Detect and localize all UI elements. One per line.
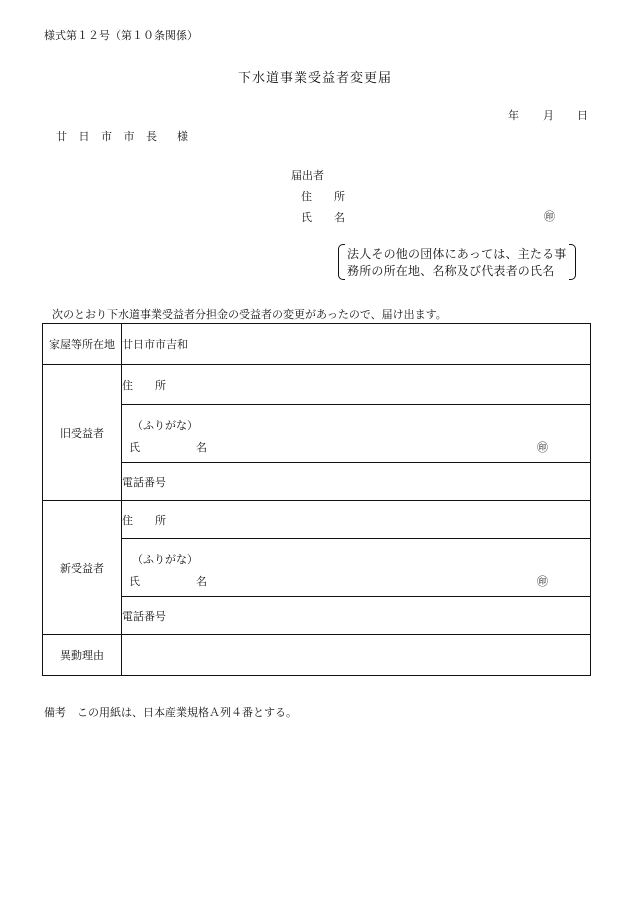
reason-field[interactable] — [122, 635, 591, 676]
new-phone-field[interactable] — [122, 597, 591, 635]
new-beneficiary-label: 新受益者 — [43, 501, 122, 635]
addressee: 廿 日 市 市 長 — [56, 130, 161, 143]
date-year-label: 年 — [508, 109, 519, 122]
addressee-honorific: 様 — [177, 130, 188, 143]
new-name-field[interactable] — [122, 539, 591, 597]
note-right-bracket — [569, 244, 576, 280]
new-name-label-second: 名 — [196, 575, 207, 588]
old-address-label: 住 所 — [122, 378, 166, 392]
old-phone-field[interactable] — [122, 463, 591, 501]
location-row — [43, 324, 591, 365]
old-name-label-first: 氏 — [129, 441, 140, 454]
new-name-label-first: 氏 — [129, 575, 140, 588]
corporate-note-line-2: 務所の所在地、名称及び代表者の氏名 — [347, 264, 555, 278]
old-furigana-label: （ふりがな） — [132, 419, 198, 432]
location-label: 家屋等所在地 — [43, 324, 122, 365]
note-left-bracket — [338, 244, 345, 280]
reason-row — [43, 635, 591, 676]
document-title: 下水道事業受益者変更届 — [237, 71, 392, 86]
old-name-field[interactable] — [122, 405, 591, 463]
new-phone-label: 電話番号 — [122, 609, 166, 623]
corporate-note-line-1: 法人その他の団体にあっては、主たる事 — [347, 247, 567, 261]
intro-text: 次のとおり下水道事業受益者分担金の受益者の変更があったので、届け出ます。 — [52, 308, 447, 321]
new-address-label: 住 所 — [122, 513, 166, 527]
old-address-row — [43, 365, 591, 405]
date-month-label: 月 — [543, 109, 554, 122]
old-beneficiary-label: 旧受益者 — [43, 365, 122, 501]
old-phone-row — [43, 463, 591, 501]
filer-address-label: 住 所 — [301, 190, 345, 203]
filer-name-label: 氏 名 — [301, 211, 345, 224]
new-address-row — [43, 501, 591, 539]
old-phone-label: 電話番号 — [122, 475, 166, 489]
new-phone-row — [43, 597, 591, 635]
location-value[interactable]: 廿日市市吉和 — [122, 324, 591, 365]
new-furigana-label: （ふりがな） — [132, 553, 198, 566]
old-name-label-second: 名 — [196, 441, 207, 454]
old-name-row — [43, 405, 591, 463]
form-number: 様式第１２号（第１０条関係） — [44, 29, 198, 42]
new-address-field[interactable] — [122, 501, 591, 539]
filer-label: 届出者 — [291, 169, 324, 182]
reason-label: 異動理由 — [43, 635, 122, 676]
filer-seal-mark: ㊞ — [544, 210, 555, 223]
change-form-table — [42, 323, 591, 676]
old-seal-mark: ㊞ — [537, 441, 548, 454]
corporate-note — [338, 244, 576, 278]
new-seal-mark: ㊞ — [537, 575, 548, 588]
remarks-note: 備考 この用紙は、日本産業規格Ａ列４番とする。 — [44, 706, 297, 719]
new-name-row — [43, 539, 591, 597]
date-day-label: 日 — [577, 109, 588, 122]
old-address-field[interactable] — [122, 365, 591, 405]
